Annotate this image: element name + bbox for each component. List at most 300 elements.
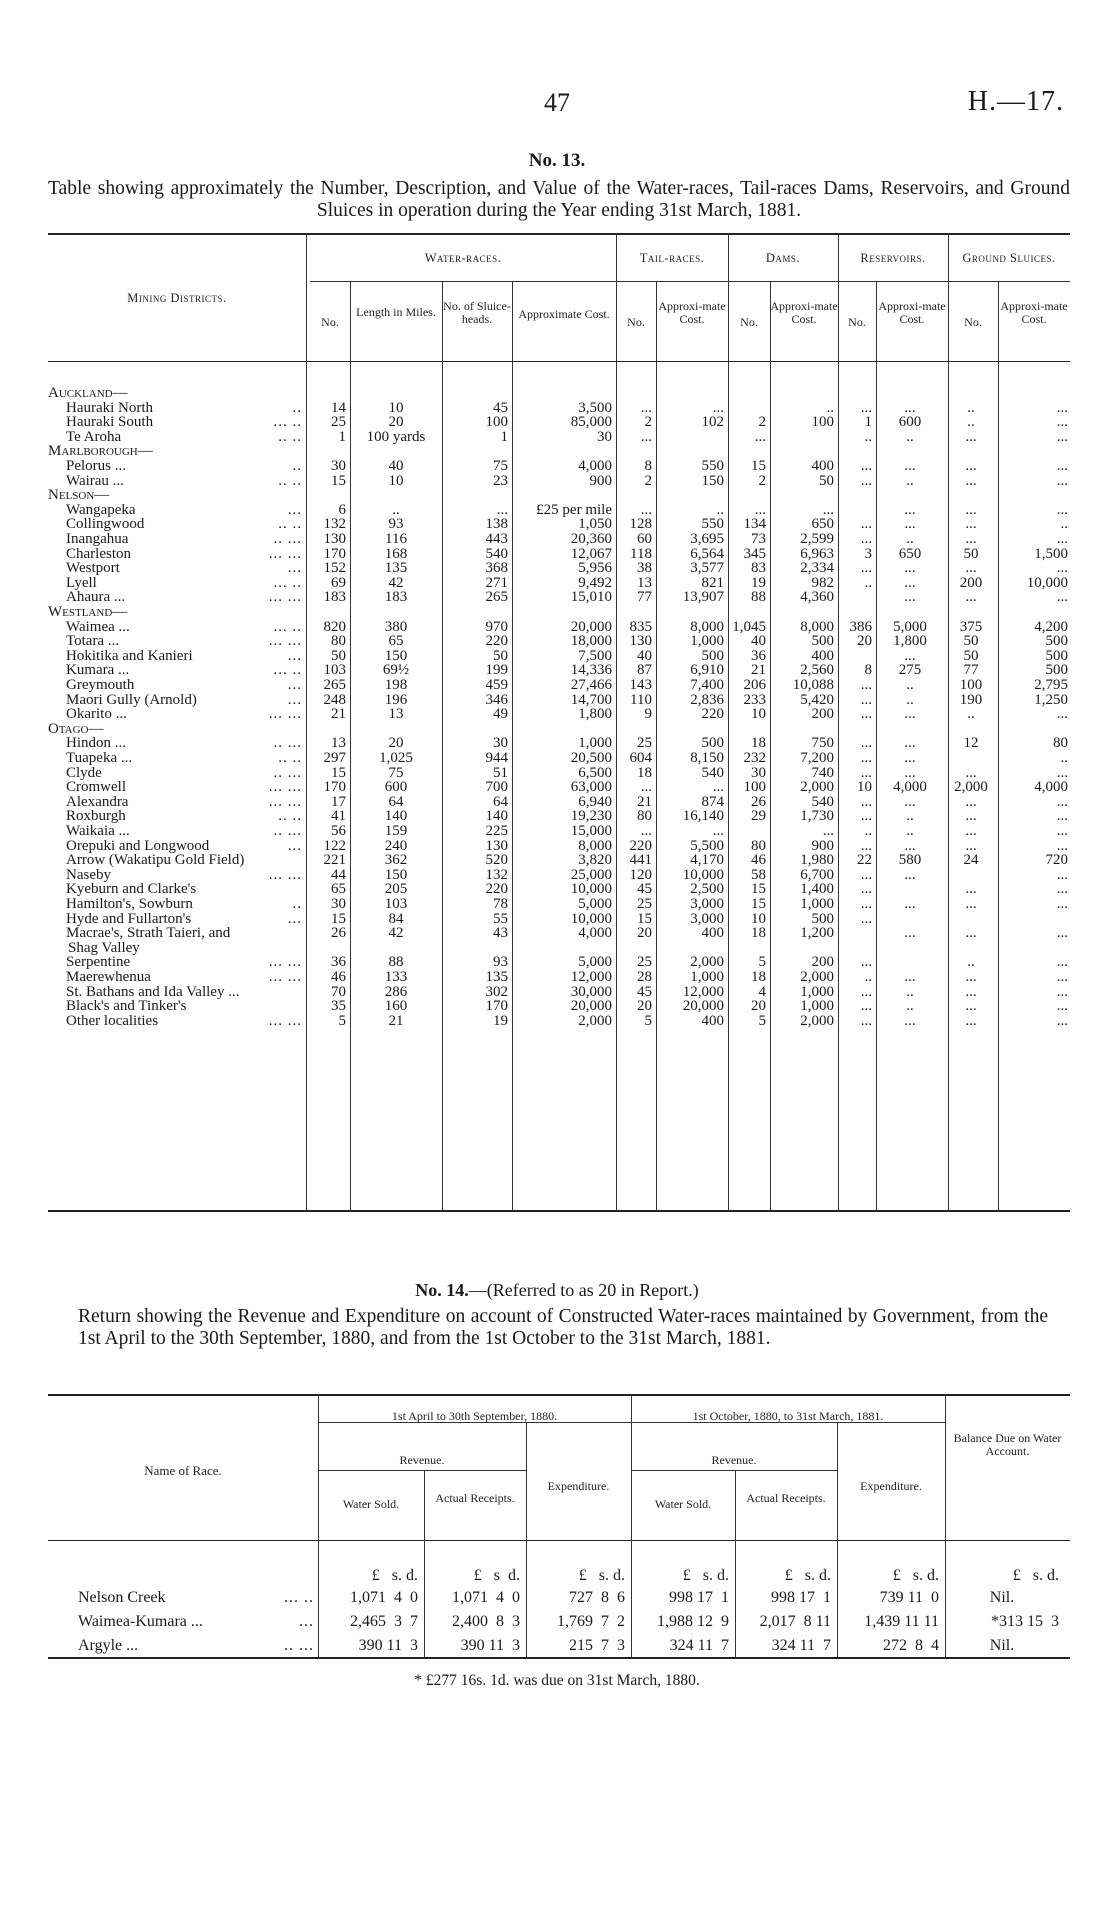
table-cell: 998 17 1 [771,1589,831,1606]
table-cell: ... [965,429,977,445]
table-cell: 4,200 [1034,619,1068,635]
table-cell: 30,000 [570,984,612,1000]
table-cell: 88 [388,954,404,970]
leader-dots: .. ... [273,531,302,547]
table-cell: 2,599 [800,531,834,547]
table-row [0,809,1114,824]
table-cell: 93 [493,954,508,970]
table-cell: ... [965,516,977,532]
table-cell: 15 [751,458,766,474]
table-cell: ... [965,589,977,605]
leader-dots: .. ... [273,735,302,751]
table-cell: 1,200 [800,925,834,941]
table-cell: 63,000 [570,779,612,795]
district-group-label: Auckland— [48,385,128,401]
table-cell: ... [640,502,652,518]
table-cell: ... [1056,896,1068,912]
table-cell: 443 [485,531,508,547]
table-cell: 220 [629,838,652,854]
table-cell: 324 11 7 [669,1637,729,1654]
table-cell: ... [965,925,977,941]
table-cell: 4 [758,984,766,1000]
table-cell: 36 [331,954,346,970]
table-cell: 116 [385,531,407,547]
table-cell: 70 [331,984,346,1000]
table-cell: 1,050 [578,516,612,532]
table-cell: 15,010 [570,589,612,605]
table-cell: Nil. [989,1589,1015,1606]
table-cell: 110 [630,692,652,708]
table-cell: 15 [751,896,766,912]
district-name: Okarito ... [66,706,127,722]
column-rule [838,233,839,1210]
table-cell: ... [904,575,916,591]
leader-dots: ... ... [268,867,302,883]
table-cell: ... [1056,1013,1068,1029]
district-name: Tuapeka ... [66,750,133,766]
table-14-title: Return showing the Revenue and Expenditure on account of Constructed Water-races maintained by Government, from the 1st April to the 30th September, 1880, and from the 1st October to the 31st March, 1881. [78,1306,1048,1349]
table-cell: 2,795 [1034,677,1068,693]
table-cell: 19,230 [570,808,612,824]
table-cell: 10,000 [570,881,612,897]
header-tail-races: Tail-races. [639,251,705,265]
table-cell: 220 [701,706,724,722]
race-name: Waimea-Kumara ... [78,1613,203,1630]
table-cell: 1,980 [800,852,834,868]
table-cell: 25,000 [570,867,612,883]
table-cell: 540 [811,794,834,810]
table-cell: 21 [388,1013,404,1029]
table-cell: 46 [331,969,346,985]
table-cell: ... [1056,589,1068,605]
table-cell: ... [712,400,724,416]
table-cell: 135 [485,969,508,985]
table-cell: 1,000 [578,735,612,751]
table-cell: 2,000 [800,1013,834,1029]
district-name: St. Bathans and Ida Valley ... [66,984,240,1000]
table-cell: 1 [500,429,508,445]
table-cell: .. [864,575,872,591]
table-cell: ... [1056,560,1068,576]
table-cell: 132 [485,867,508,883]
table-cell: 10,000 [682,867,724,883]
district-name: Totara ... [66,633,120,649]
table-cell: 6,910 [690,662,724,678]
unit-label: £ s d. [473,1567,520,1584]
table-14-ref: —(Referred to as 20 in Report.) [468,1280,699,1300]
table-cell: .. [906,429,914,445]
table-cell: ... [860,808,872,824]
table-cell: 10 [388,400,404,416]
table-cell: 8 [864,662,872,678]
table-cell: 30 [331,896,346,912]
table-cell: 50 [963,546,979,562]
table-cell: ... [1056,414,1068,430]
header-period-1: 1st April to 30th September, 1880. [391,1409,558,1423]
table-cell: ... [860,516,872,532]
table-cell: 170 [485,998,508,1014]
district-name: Lyell [66,575,97,591]
table-cell: 4,000 [578,458,612,474]
unit-label: £ s. d. [1012,1567,1059,1584]
table-cell: ... [1056,969,1068,985]
race-name: Argyle ... [78,1637,139,1654]
table-cell: 232 [743,750,766,766]
table-cell: 2 [758,473,766,489]
table-row [0,955,1114,970]
district-name: Cromwell [66,779,126,795]
table-cell: 45 [637,881,652,897]
column-rule [526,1422,527,1657]
table-row [0,663,1114,678]
table-cell: 199 [485,662,508,678]
table-cell: 19 [751,575,766,591]
table-cell: 24 [963,852,979,868]
table-cell: ... [904,706,916,722]
district-name: Clyde [66,765,102,781]
table-cell: ... [965,765,977,781]
table-cell: 2,560 [800,662,834,678]
header-actual-1: Actual Receipts. [435,1491,515,1505]
table-cell: 42 [388,925,404,941]
table-cell: 2 [644,473,652,489]
table-row [0,547,1114,562]
table-row [0,693,1114,708]
table-cell: 835 [629,619,652,635]
table-cell: 14,700 [570,692,612,708]
table-row [0,1636,1114,1656]
table-cell: ... [904,896,916,912]
table-cell: 1 [338,429,346,445]
header-res-no: No. [848,315,866,329]
leader-dots: .. .. [278,516,302,532]
column-rule [735,1470,736,1657]
table-cell: 600 [898,414,922,430]
leader-dots: ... .. [273,575,302,591]
district-name: Hauraki South [66,414,154,430]
table-cell: 30 [751,765,766,781]
table-cell: 400 [811,648,834,664]
table-cell: ... [822,823,834,839]
district-name: Collingwood [66,516,145,532]
table-cell: *313 15 3 [991,1613,1059,1630]
leader-dots: ... [287,502,302,518]
district-name: Other localities [66,1013,159,1029]
column-rule [998,281,999,1210]
table-cell: 18 [637,765,652,781]
table-cell: 135 [384,560,408,576]
table-cell: 5,956 [578,560,612,576]
table-cell: .. [392,502,400,518]
table-cell: 1,000 [800,896,834,912]
table-cell: ... [965,458,977,474]
table-cell: ... [1056,838,1068,854]
table-cell: 20 [857,633,872,649]
table-cell: 29 [751,808,766,824]
table-cell: 1,071 4 0 [452,1589,520,1606]
table-row [0,517,1114,532]
leader-dots: .. [292,458,302,474]
leader-dots: ... ... [268,954,302,970]
table-cell: .. [1060,516,1068,532]
table-cell: 520 [485,852,508,868]
table-row [0,926,1114,941]
table-cell: 160 [384,998,408,1014]
table-cell: 3,000 [690,896,724,912]
leader-dots: .. [292,896,302,912]
table-cell: 15,000 [570,823,612,839]
table-cell: 196 [384,692,408,708]
district-name: Naseby [66,867,111,883]
table-cell: ... [1056,984,1068,1000]
table-cell: 120 [629,867,652,883]
table-cell: 220 [485,881,508,897]
table-cell: 150 [701,473,724,489]
table-cell: 77 [963,662,979,678]
table-row [0,882,1114,897]
table-cell: 13,907 [682,589,724,605]
table-cell: ... [860,677,872,693]
leader-dots: ... [287,911,302,927]
table-cell: 2,000 [954,779,988,795]
district-group-row [0,444,1114,459]
table-cell: .. [716,502,724,518]
table-cell: 2,465 3 7 [350,1613,418,1630]
table-cell: 345 [743,546,766,562]
table-cell: 1,025 [379,750,413,766]
table-cell: 550 [701,516,724,532]
leader-dots: ... ... [268,589,302,605]
table-cell: ... [904,400,916,416]
table-cell: ... [1056,458,1068,474]
table-cell: 20 [751,998,766,1014]
table-cell: 50 [493,648,508,664]
table-cell: .. [906,998,914,1014]
table-cell: 45 [637,984,652,1000]
table-cell: 200 [959,575,983,591]
table-cell: ... [1056,954,1068,970]
table-cell: 550 [701,458,724,474]
table-row [0,736,1114,751]
table-cell: 220 [485,633,508,649]
table-cell: 271 [485,575,508,591]
table-cell: 5 [644,1013,652,1029]
table-cell: 400 [701,1013,724,1029]
table-cell: ... [860,998,872,1014]
table-cell: ... [965,823,977,839]
unit-label: £ s. d. [578,1567,625,1584]
table-row [0,1588,1114,1608]
leader-dots: .. .. [278,808,302,824]
table-cell: 18 [751,969,766,985]
table-cell: 500 [1045,648,1068,664]
table-13-number: No. 13. [528,150,586,171]
column-rule [728,233,729,1210]
table-cell: 80 [637,808,652,824]
table-cell: ... [860,735,872,751]
table-cell: 15 [331,473,346,489]
table-cell: 140 [384,808,408,824]
table-cell: 198 [384,677,408,693]
table-13-title: Table showing approximately the Number, Description, and Value of the Water-races, Tail-races Dams, Reservoirs, and Ground Sluices in operation during the Year ending 31st March, 1881. [48,178,1070,221]
table-cell: 2,000 [578,1013,612,1029]
table-cell: 265 [485,589,508,605]
table-cell: ... [860,984,872,1000]
table-cell: 500 [1045,633,1068,649]
district-name: Wangapeka [66,502,136,518]
table-cell: 69½ [382,662,410,678]
table-cell: 8,000 [800,619,834,635]
table-cell: 500 [1045,662,1068,678]
table-cell: ... [860,400,872,416]
table-cell: ... [640,779,652,795]
table-cell: ... [860,954,872,970]
table-cell: 40 [388,458,404,474]
table-cell: 75 [388,765,404,781]
table-cell: 9 [644,706,652,722]
table-cell: 1,730 [800,808,834,824]
table-cell: 152 [323,560,346,576]
table-cell: 200 [811,954,834,970]
table-cell: ... [860,473,872,489]
table-cell: ... [904,867,916,883]
table-cell: .. [967,706,975,722]
table-cell: ... [965,502,977,518]
leader-dots: ... .. [284,1589,314,1606]
district-group-label: Otago— [48,721,104,737]
table-cell: 50 [963,648,979,664]
table-cell: 44 [331,867,346,883]
header-name-of-race: Name of Race. [144,1463,222,1478]
table-cell: ... [640,429,652,445]
table-cell: 6,963 [800,546,834,562]
column-rule [442,281,443,1210]
table-cell: 183 [384,589,408,605]
table-cell: 38 [637,560,652,576]
table-cell: 49 [493,706,508,722]
table-cell: 42 [388,575,404,591]
table-cell: 1,000 [690,969,724,985]
table-cell: 390 11 3 [460,1637,520,1654]
table-cell: 820 [323,619,346,635]
column-rule [512,281,513,1210]
table-cell: 20,000 [570,998,612,1014]
table-cell: 18 [751,735,766,751]
table-cell: 35 [331,998,346,1014]
column-rule [876,281,877,1210]
leader-dots: ... .. [273,619,302,635]
table-cell: 84 [388,911,404,927]
table-cell: 5,420 [800,692,834,708]
table-cell: £25 per mile [536,502,612,518]
table-cell: 604 [629,750,652,766]
table-cell: 998 17 1 [669,1589,729,1606]
table-cell: .. [906,473,914,489]
district-name: Maori Gully (Arnold) [66,692,197,708]
table-cell: 23 [493,473,508,489]
table-row [0,824,1114,839]
table-cell: 1 [864,414,872,430]
table-cell: 5 [338,1013,346,1029]
table-cell: 8 [644,458,652,474]
leader-dots: .. .. [278,750,302,766]
table-cell: 65 [331,881,346,897]
table-cell: 6,700 [800,867,834,883]
table-cell: 12,000 [682,984,724,1000]
table-cell: 2 [758,414,766,430]
district-name: Alexandra [66,794,129,810]
table-cell: ... [965,531,977,547]
table-cell: 500 [811,911,834,927]
district-name: Orepuki and Longwood [66,838,210,854]
table-cell: 248 [323,692,346,708]
table-cell: ... [965,998,977,1014]
table-cell: 1,769 7 2 [557,1613,625,1630]
table-row [0,707,1114,722]
table-cell: .. [906,692,914,708]
table-cell: 821 [701,575,724,591]
header-balance: Balance Due on Water Account. [953,1431,1062,1458]
table-cell: 150 [384,648,408,664]
table-cell: 400 [811,458,834,474]
table-cell: 346 [485,692,508,708]
header-water-sold-2: Water Sold. [654,1497,712,1511]
leader-dots: ... ... [268,794,302,810]
column-rule [616,233,617,1210]
table-cell: 200 [811,706,834,722]
units-row [0,1566,1114,1586]
table-cell: 100 [811,414,834,430]
table-cell: ... [904,735,916,751]
table-cell: 17 [331,794,346,810]
table-cell: 15 [637,911,652,927]
table-cell: 1,000 [800,984,834,1000]
page-number: 47 [544,88,570,117]
table-14-top-rule [48,1394,1070,1396]
table-cell: 206 [743,677,766,693]
table-cell: ... [860,867,872,883]
table-cell: ... [965,808,977,824]
table-cell: 25 [331,414,346,430]
table-cell: 10 [751,911,766,927]
leader-dots: ... .. [273,662,302,678]
table-cell: 40 [751,633,766,649]
table-cell: ... [496,502,508,518]
table-row [0,532,1114,547]
table-cell: 4,000 [1034,779,1068,795]
unit-label: £ s. d. [892,1567,939,1584]
table-cell: 170 [323,546,346,562]
table-row [0,430,1114,445]
table-cell: 20,000 [682,998,724,1014]
leader-dots: ... ... [268,706,302,722]
district-group-label: Nelson— [48,487,110,503]
table-cell: 100 [485,414,508,430]
district-name: Te Aroha [66,429,122,445]
header-water-races: Water-races. [424,251,502,265]
table-cell: 20,360 [570,531,612,547]
table-cell: ... [965,838,977,854]
table-cell: 80 [1053,735,1068,751]
table-cell: ... [860,706,872,722]
table-cell: 10 [857,779,872,795]
table-cell: ... [904,560,916,576]
header-length: Length in Miles. [356,305,436,319]
table-cell: 5,000 [893,619,927,635]
table-cell: ... [1056,400,1068,416]
table-cell: .. [906,677,914,693]
leader-dots: ... ... [268,779,302,795]
